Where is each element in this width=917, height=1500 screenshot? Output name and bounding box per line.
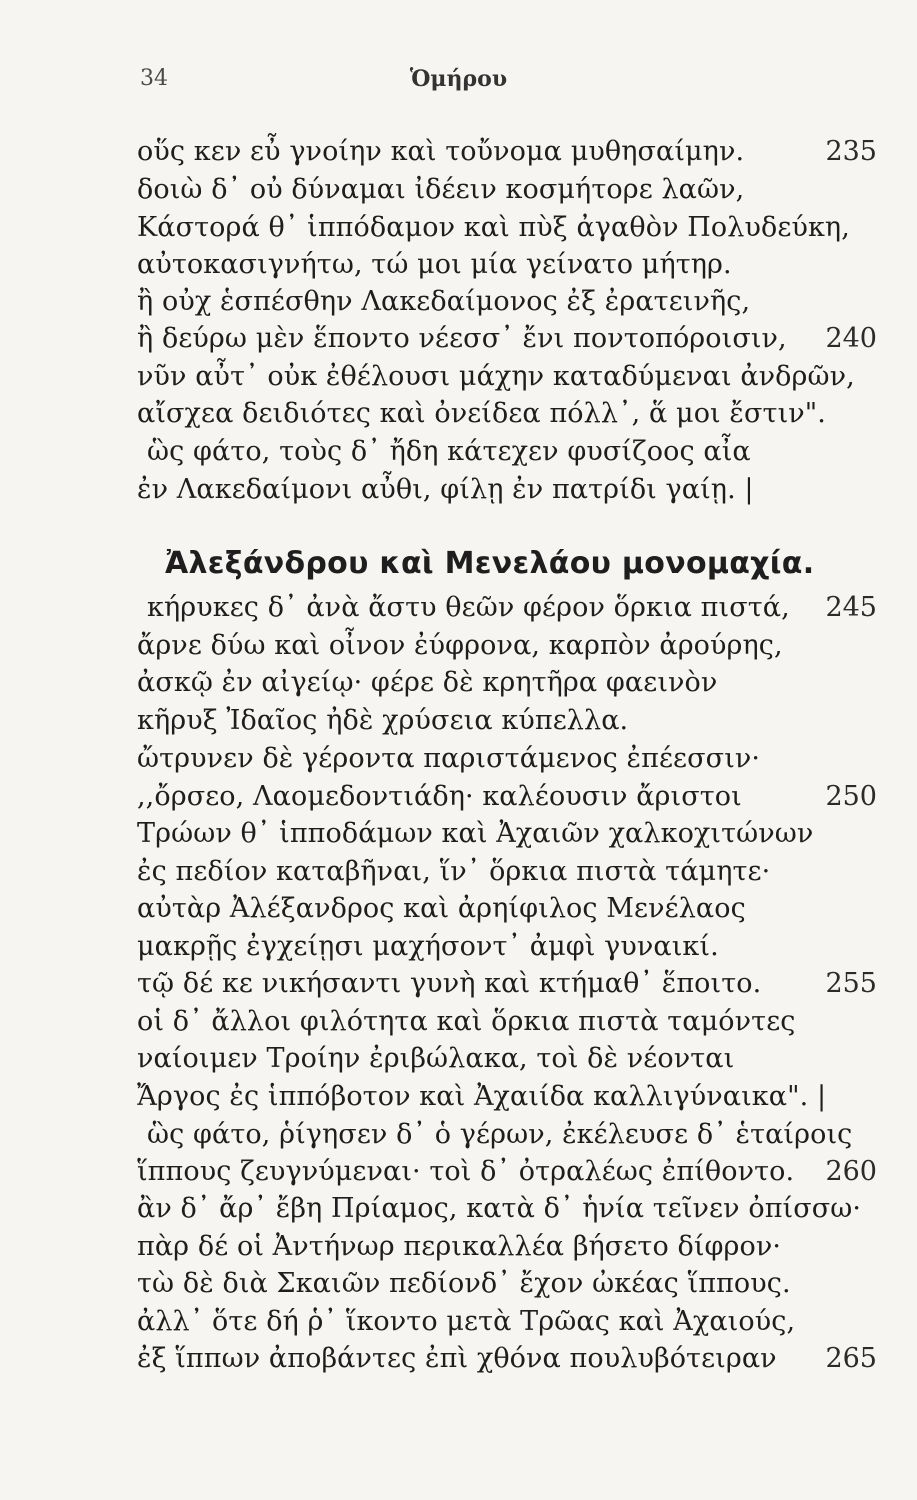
line-number: 235 bbox=[825, 136, 877, 167]
verse-line: ἐξ ἵππων ἀποβάντες ἐπὶ χθόνα πουλυβότειραν bbox=[137, 1343, 777, 1374]
line-number: 260 bbox=[825, 1156, 877, 1187]
verse-line: ἐν Λακεδαίμονι αὖθι, φίλῃ ἐν πατρίδι γαίῃ. | bbox=[137, 474, 754, 505]
page-number: 34 bbox=[140, 66, 168, 91]
verse-line: οἱ δ᾽ ἄλλοι φιλότητα καὶ ὅρκια πιστὰ ταμόντες bbox=[137, 1006, 796, 1037]
verse-line: ἢ δεύρω μὲν ἕποντο νέεσσ᾽ ἔνι ποντοπόροισιν, bbox=[137, 323, 787, 354]
verse-line: Τρώων θ᾽ ἱπποδάμων καὶ Ἀχαιῶν χαλκοχιτώνων bbox=[137, 818, 814, 849]
verse-line: μακρῇς ἐγχείῃσι μαχήσοντ᾽ ἀμφὶ γυναικί. bbox=[137, 931, 719, 962]
verse-line: αὐτοκασιγνήτω, τώ μοι μία γείνατο μήτηρ. bbox=[137, 249, 732, 280]
verse-line: αὐτὰρ Ἀλέξανδρος καὶ ἀρηίφιλος Μενέλαος bbox=[137, 893, 746, 924]
verse-line: δοιὼ δ᾽ οὐ δύναμαι ἰδέειν κοσμήτορε λαῶν, bbox=[137, 174, 745, 205]
line-number: 250 bbox=[825, 781, 877, 812]
verse-line: νῦν αὖτ᾽ οὐκ ἐθέλουσι μάχην καταδύμεναι ἀνδρῶν, bbox=[137, 361, 855, 392]
verse-line: ναίοιμεν Τροίην ἐριβώλακα, τοὶ δὲ νέονται bbox=[137, 1043, 735, 1074]
verse-line: ἵππους ζευγνύμεναι· τοὶ δ᾽ ὀτραλέως ἐπίθοντο. bbox=[137, 1156, 795, 1187]
verse-line: αἴσχεα δειδιότες καὶ ὀνείδεα πόλλ᾽, ἅ μοι ἔστιν". bbox=[137, 398, 826, 429]
verse-line: ὣς φάτο, ῥίγησεν δ᾽ ὁ γέρων, ἐκέλευσε δ᾽ ἑταίροις bbox=[147, 1119, 853, 1150]
line-number: 240 bbox=[825, 323, 877, 354]
verse-line: ὤτρυνεν δὲ γέροντα παριστάμενος ἐπέεσσιν· bbox=[137, 743, 761, 774]
verse-line: πὰρ δέ οἱ Ἀντήνωρ περικαλλέα βήσετο δίφρον· bbox=[137, 1231, 782, 1262]
line-number: 255 bbox=[825, 968, 877, 999]
verse-line: Κάστορά θ᾽ ἱππόδαμον καὶ πὺξ ἀγαθὸν Πολυδεύκη, bbox=[137, 212, 850, 243]
line-number: 245 bbox=[825, 592, 877, 623]
verse-line: Ἄργος ἐς ἱππόβοτον καὶ Ἀχαιίδα καλλιγύναικα". | bbox=[137, 1081, 827, 1112]
verse-line: κήρυκες δ᾽ ἀνὰ ἄστυ θεῶν φέρον ὅρκια πιστά, bbox=[147, 592, 790, 623]
verse-line: ἂν δ᾽ ἄρ᾽ ἔβη Πρίαμος, κατὰ δ᾽ ἡνία τεῖνεν ὀπίσσω· bbox=[137, 1193, 862, 1224]
verse-line: ,,ὄρσεο, Λαομεδοντιάδη· καλέουσιν ἄριστοι bbox=[137, 781, 742, 812]
verse-line: τῷ δέ κε νικήσαντι γυνὴ καὶ κτήμαθ᾽ ἕποιτο. bbox=[137, 968, 762, 999]
verse-line: ἄρνε δύω καὶ οἶνον ἐύφρονα, καρπὸν ἀρούρης, bbox=[137, 630, 783, 661]
section-heading: Ἀλεξάνδρου καὶ Μενελάου μονομαχία. bbox=[165, 546, 815, 581]
verse-line: ἢ οὐχ ἑσπέσθην Λακεδαίμονος ἐξ ἐρατεινῆς, bbox=[137, 286, 751, 317]
verse-line: ἀσκῷ ἐν αἰγείῳ· φέρε δὲ κρητῆρα φαεινὸν bbox=[137, 667, 718, 698]
running-title: Ὁμήρου bbox=[409, 66, 508, 92]
verse-line: οὕς κεν εὖ γνοίην καὶ τοὔνομα μυθησαίμην. bbox=[137, 136, 745, 167]
verse-line: τὼ δὲ διὰ Σκαιῶν πεδίονδ᾽ ἔχον ὠκέας ἵππους. bbox=[137, 1268, 791, 1299]
verse-line: ἀλλ᾽ ὅτε δή ῥ᾽ ἵκοντο μετὰ Τρῶας καὶ Ἀχαιούς, bbox=[137, 1306, 796, 1337]
verse-line: ἐς πεδίον καταβῆναι, ἵν᾽ ὅρκια πιστὰ τάμητε· bbox=[137, 856, 771, 887]
verse-line: κῆρυξ Ἰδαῖος ἠδὲ χρύσεια κύπελλα. bbox=[137, 705, 629, 736]
verse-line: ὣς φάτο, τοὺς δ᾽ ἤδη κάτεχεν φυσίζοος αἶα bbox=[147, 436, 751, 467]
line-number: 265 bbox=[825, 1343, 877, 1374]
